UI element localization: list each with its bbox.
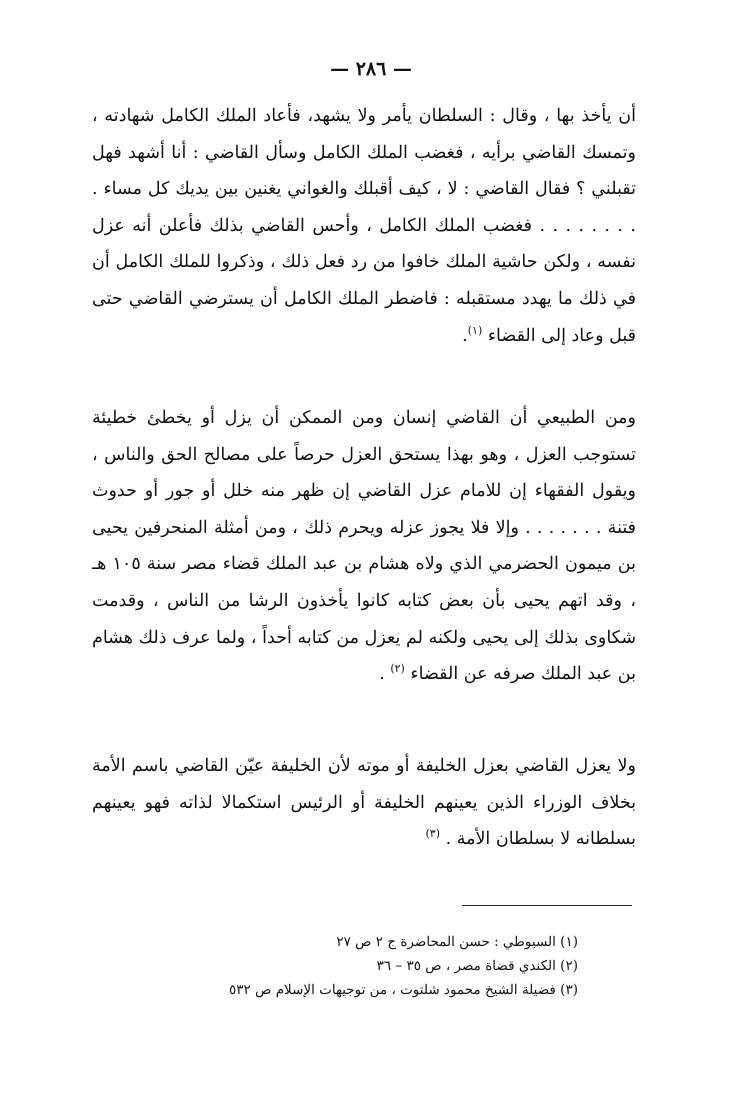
paragraph-1-text: أن يأخذ بها ، وقال : السلطان يأمر ولا يشهد، فأعاد الملك الكامل شهادته ، وتمسك القاضي برأيه ، فغضب الملك الكامل وسأل القاضي : أنا أشهد فهل تقبلني ؟ فقال القاضي : لا ، كيف أقبلك والغواني يغنين بين يديك كل مساء . . . . . . . . . فغضب الملك الكامل ، وأحس القاضي بذلك فأعلن أنه عزل نفسه ، ولكن حاشية الملك خافوا من رد فعل ذلك ، وذكروا للملك الكامل أن في ذلك ما يهدد مستقبله : فاضطر الملك الكامل أن يسترضي القاضي حتى قبل وعاد إلى القضاء	[92, 106, 636, 346]
footnote-ref-2: (٢)	[390, 662, 405, 676]
paragraph-2-text: ومن الطبيعي أن القاضي إنسان ومن الممكن أن يزل أو يخطئ خطيئة تستوجب العزل ، وهو بهذا يستحق العزل حرصاً على مصالح الحق والناس ، ويقول الفقهاء إن للامام عزل القاضي إن ظهر منه خلل أو جور أو حدوث فتنة . . . . . . . وإلا فلا يجوز عزله ويحرم ذلك ، ومن أمثلة المنحرفين يحيى بن ميمون الحضرمي الذي ولاه هشام بن عبد الملك قضاء مصر سنة ١٠٥ هـ ، وقد اتهم يحيى بأن بعض كتابه كانوا يأخذون الرشا من الناس ، وقدمت شكاوى بذلك إلى يحيى ولكنه لم يعزل من كتابه أحداً ، ولما عرف ذلك هشام بن عبد الملك صرفه عن القضاء	[92, 408, 636, 685]
paragraph-3	[92, 748, 636, 858]
footnote-ref-1: (١)	[467, 323, 483, 337]
footnote-2: (٢) الكندي قضاة مصر ، ص ٣٥ – ٣٦	[376, 958, 578, 974]
footnote-ref-3: (٣)	[425, 827, 440, 841]
footnote-separator	[462, 905, 632, 906]
footnote-1: (١) السيوطي : حسن المحاضرة ج ٢ ص ٢٧	[336, 934, 578, 950]
page-number: — ٢٨٦ —	[330, 58, 412, 80]
footnote-3: (٣) فضيلة الشيخ محمود شلتوت ، من توجيهات الإسلام ص ٥٣٢	[229, 982, 578, 998]
footnotes	[92, 930, 638, 1002]
paragraph-2: ومن الطبيعي أن القاضي إنسان ومن الممكن أن يزل أو يخطئ خطيئة تستوجب العزل ، وهو بهذا يستحق العزل حرصاً على مصالح الحق والناس ، ويقول الفقهاء إن للامام عزل القاضي إن ظهر منه خلل أو جور أو حدوث فتنة . . . . . . . وإلا فلا يجوز عزله ويحرم ذلك ، ومن أمثلة المنحرفين يحيى بن ميمون الحضرمي الذي ولاه هشام بن عبد الملك قضاء مصر سنة ١٠٥ هـ ، وقد اتهم يحيى بأن بعض كتابه كانوا يأخذون الرشا من الناس ، وقدمت شكاوى بذلك إلى يحيى ولكنه لم يعزل من كتابه أحداً ، ولما عرف ذلك هشام بن عبد الملك صرفه عن القضاء $^{(٢)}$ .	[92, 408, 636, 685]
paragraph-3-text: ولا يعزل القاضي بعزل الخليفة أو موته لأن الخليفة عيّن القاضي باسم الأمة بخلاف الوزراء الذين يعينهم الخليفة أو الرئيس استكمالا لذاته فهو يعينهم بسلطانه لا بسلطان الأمة .	[92, 756, 636, 850]
paragraph-1: أن يأخذ بها ، وقال : السلطان يأمر ولا يشهد، فأعاد الملك الكامل شهادته ، وتمسك القاضي برأيه ، فغضب الملك الكامل وسأل القاضي : أنا أشهد فهل تقبلني ؟ فقال القاضي : لا ، كيف أقبلك والغواني يغنين بين يديك كل مساء . . . . . . . . . فغضب الملك الكامل ، وأحس القاضي بذلك فأعلن أنه عزل نفسه ، ولكن حاشية الملك خافوا من رد فعل ذلك ، وذكروا للملك الكامل أن في ذلك ما يهدد مستقبله : فاضطر الملك الكامل أن يسترضي القاضي حتى قبل وعاد إلى القضاء $^{(١)}$.	[92, 106, 636, 346]
